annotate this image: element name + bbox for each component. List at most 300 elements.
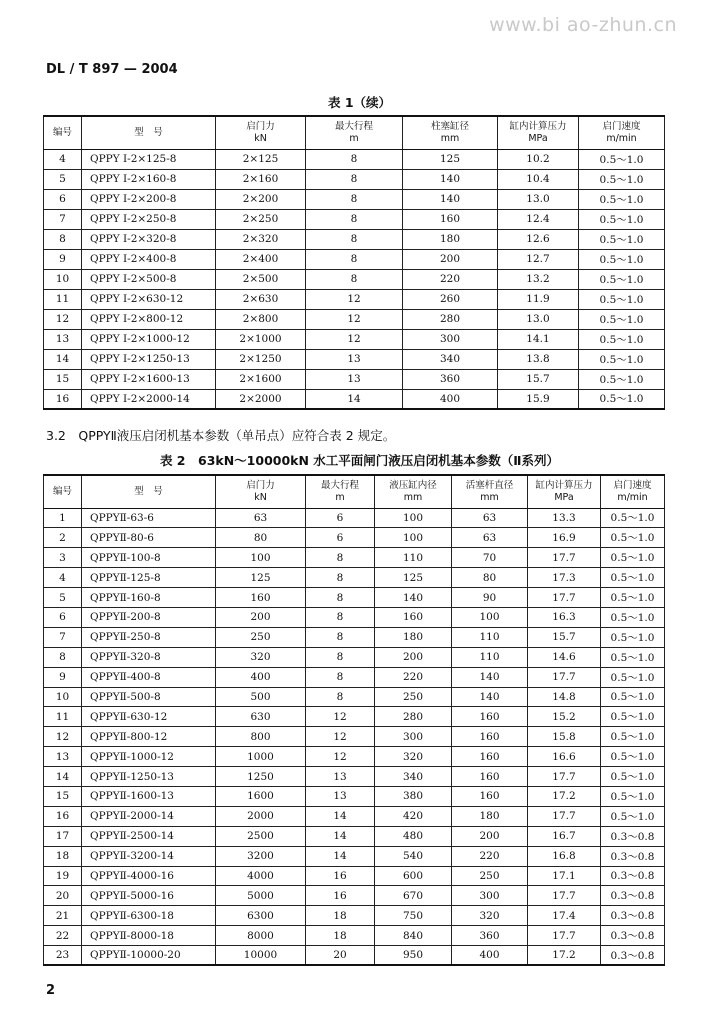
cell-rod: 110: [452, 627, 528, 647]
cell-model: QPPY Ⅰ-2×320-8: [82, 229, 216, 249]
cell-model: QPPYⅡ-250-8: [82, 627, 216, 647]
cell-model: QPPY Ⅰ-2×125-8: [82, 149, 216, 169]
table-row: [44, 906, 665, 926]
cell-rod: 200: [452, 826, 528, 846]
cell-no: 3: [44, 548, 82, 568]
cell-stroke: 8: [306, 229, 403, 249]
cell-force: 80: [216, 528, 306, 548]
cell-pressure: 15.7: [528, 627, 601, 647]
table-row: [44, 926, 665, 946]
header-cylinder-bore: 液压缸内径 mm: [375, 475, 452, 508]
cell-rod: 180: [452, 806, 528, 826]
cell-bore: 125: [403, 149, 498, 169]
header-force: 启门力 kN: [216, 116, 306, 149]
cell-speed: 0.5～1.0: [601, 647, 665, 667]
cell-pressure: 17.7: [528, 806, 601, 826]
table-row: [44, 627, 665, 647]
cell-no: 7: [44, 627, 82, 647]
table-row: [44, 349, 665, 369]
cell-bore: 670: [375, 886, 452, 906]
cell-speed: 0.5～1.0: [601, 568, 665, 588]
cell-speed: 0.5～1.0: [579, 349, 665, 369]
cell-stroke: 16: [306, 886, 375, 906]
cell-pressure: 15.8: [528, 727, 601, 747]
cell-model: QPPYⅡ-4000-16: [82, 866, 216, 886]
cell-speed: 0.5～1.0: [601, 607, 665, 627]
cell-pressure: 17.3: [528, 568, 601, 588]
header-plunger-bore: 柱塞缸径 mm: [403, 116, 498, 149]
table1-header-row: [44, 116, 665, 149]
header-model: 型 号: [82, 475, 216, 508]
cell-no: 8: [44, 229, 82, 249]
cell-model: QPPYⅡ-80-6: [82, 528, 216, 548]
cell-rod: 250: [452, 866, 528, 886]
cell-bore: 200: [403, 249, 498, 269]
cell-force: 2×500: [216, 269, 306, 289]
cell-no: 15: [44, 786, 82, 806]
cell-stroke: 12: [306, 707, 375, 727]
cell-force: 630: [216, 707, 306, 727]
cell-force: 400: [216, 667, 306, 687]
cell-bore: 125: [375, 568, 452, 588]
cell-speed: 0.3～0.8: [601, 906, 665, 926]
table2-body: [44, 508, 665, 965]
cell-pressure: 13.8: [498, 349, 579, 369]
cell-pressure: 16.3: [528, 607, 601, 627]
header-no: 编号: [44, 116, 82, 149]
cell-force: 2×1600: [216, 369, 306, 389]
cell-force: 125: [216, 568, 306, 588]
cell-model: QPPYⅡ-160-8: [82, 588, 216, 608]
cell-model: QPPY Ⅰ-2×2000-14: [82, 389, 216, 409]
cell-no: 9: [44, 667, 82, 687]
table-row: [44, 667, 665, 687]
cell-bore: 100: [375, 508, 452, 528]
cell-speed: 0.5～1.0: [601, 548, 665, 568]
cell-no: 20: [44, 886, 82, 906]
cell-speed: 0.3～0.8: [601, 866, 665, 886]
cell-model: QPPY Ⅰ-2×400-8: [82, 249, 216, 269]
cell-pressure: 16.9: [528, 528, 601, 548]
cell-stroke: 8: [306, 149, 403, 169]
cell-pressure: 17.7: [528, 886, 601, 906]
cell-bore: 140: [403, 189, 498, 209]
cell-bore: 110: [375, 548, 452, 568]
cell-speed: 0.3～0.8: [601, 946, 665, 966]
cell-bore: 840: [375, 926, 452, 946]
cell-bore: 100: [375, 528, 452, 548]
cell-stroke: 8: [306, 588, 375, 608]
cell-bore: 950: [375, 946, 452, 966]
cell-rod: 80: [452, 568, 528, 588]
cell-speed: 0.5～1.0: [601, 528, 665, 548]
cell-pressure: 12.4: [498, 209, 579, 229]
table-row: [44, 767, 665, 787]
cell-stroke: 8: [306, 568, 375, 588]
cell-pressure: 12.7: [498, 249, 579, 269]
cell-force: 2×800: [216, 309, 306, 329]
cell-stroke: 13: [306, 349, 403, 369]
cell-model: QPPY Ⅰ-2×200-8: [82, 189, 216, 209]
cell-model: QPPYⅡ-10000-20: [82, 946, 216, 966]
cell-force: 2×2000: [216, 389, 306, 409]
cell-rod: 160: [452, 747, 528, 767]
cell-model: QPPY Ⅰ-2×500-8: [82, 269, 216, 289]
cell-model: QPPYⅡ-100-8: [82, 548, 216, 568]
cell-rod: 140: [452, 687, 528, 707]
cell-stroke: 6: [306, 528, 375, 548]
table-row: [44, 189, 665, 209]
cell-bore: 140: [403, 169, 498, 189]
cell-pressure: 13.0: [498, 309, 579, 329]
cell-speed: 0.3～0.8: [601, 886, 665, 906]
table-row: [44, 647, 665, 667]
cell-force: 6300: [216, 906, 306, 926]
cell-stroke: 13: [306, 786, 375, 806]
cell-speed: 0.5～1.0: [579, 249, 665, 269]
cell-bore: 340: [403, 349, 498, 369]
cell-rod: 300: [452, 886, 528, 906]
table-row: [44, 329, 665, 349]
cell-bore: 160: [375, 607, 452, 627]
cell-force: 63: [216, 508, 306, 528]
cell-bore: 160: [403, 209, 498, 229]
cell-speed: 0.5～1.0: [579, 269, 665, 289]
cell-model: QPPYⅡ-400-8: [82, 667, 216, 687]
cell-stroke: 8: [306, 189, 403, 209]
cell-force: 2×630: [216, 289, 306, 309]
cell-pressure: 17.1: [528, 866, 601, 886]
cell-model: QPPYⅡ-63-6: [82, 508, 216, 528]
cell-pressure: 13.0: [498, 189, 579, 209]
header-stroke: 最大行程 m: [306, 475, 375, 508]
cell-no: 13: [44, 747, 82, 767]
cell-bore: 260: [403, 289, 498, 309]
cell-no: 12: [44, 727, 82, 747]
cell-stroke: 12: [306, 329, 403, 349]
table-row: [44, 528, 665, 548]
table1-body: [44, 149, 665, 409]
cell-pressure: 10.4: [498, 169, 579, 189]
cell-stroke: 14: [306, 389, 403, 409]
table2: [43, 474, 665, 966]
cell-pressure: 17.7: [528, 926, 601, 946]
cell-stroke: 8: [306, 169, 403, 189]
cell-bore: 380: [375, 786, 452, 806]
cell-speed: 0.5～1.0: [579, 289, 665, 309]
cell-no: 6: [44, 607, 82, 627]
cell-force: 250: [216, 627, 306, 647]
cell-stroke: 16: [306, 866, 375, 886]
cell-pressure: 12.6: [498, 229, 579, 249]
cell-speed: 0.5～1.0: [601, 588, 665, 608]
cell-bore: 420: [375, 806, 452, 826]
cell-speed: 0.5～1.0: [601, 767, 665, 787]
cell-model: QPPY Ⅰ-2×160-8: [82, 169, 216, 189]
cell-force: 2×320: [216, 229, 306, 249]
table-row: [44, 309, 665, 329]
cell-force: 2×160: [216, 169, 306, 189]
cell-stroke: 13: [306, 767, 375, 787]
cell-bore: 300: [403, 329, 498, 349]
cell-stroke: 8: [306, 647, 375, 667]
cell-rod: 400: [452, 946, 528, 966]
site-watermark: www.bi ao-zhun.cn: [489, 14, 677, 36]
table1-caption: 表 1（续）: [327, 95, 392, 110]
cell-speed: 0.5～1.0: [579, 229, 665, 249]
cell-force: 2×125: [216, 149, 306, 169]
cell-speed: 0.5～1.0: [579, 209, 665, 229]
cell-pressure: 16.6: [528, 747, 601, 767]
cell-no: 12: [44, 309, 82, 329]
cell-pressure: 17.7: [528, 548, 601, 568]
cell-bore: 400: [403, 389, 498, 409]
cell-bore: 250: [375, 687, 452, 707]
cell-speed: 0.5～1.0: [601, 627, 665, 647]
cell-no: 9: [44, 249, 82, 269]
cell-stroke: 8: [306, 209, 403, 229]
table-row: [44, 149, 665, 169]
cell-pressure: 13.2: [498, 269, 579, 289]
cell-stroke: 14: [306, 806, 375, 826]
cell-model: QPPY Ⅰ-2×250-8: [82, 209, 216, 229]
cell-pressure: 16.8: [528, 846, 601, 866]
cell-force: 3200: [216, 846, 306, 866]
header-pressure: 缸内计算压力 MPa: [528, 475, 601, 508]
cell-no: 10: [44, 687, 82, 707]
cell-speed: 0.5～1.0: [601, 727, 665, 747]
cell-pressure: 17.2: [528, 786, 601, 806]
cell-speed: 0.5～1.0: [579, 389, 665, 409]
cell-rod: 160: [452, 707, 528, 727]
cell-pressure: 14.1: [498, 329, 579, 349]
table-row: [44, 249, 665, 269]
cell-rod: 100: [452, 607, 528, 627]
cell-rod: 63: [452, 508, 528, 528]
cell-stroke: 8: [306, 627, 375, 647]
cell-stroke: 14: [306, 846, 375, 866]
cell-force: 10000: [216, 946, 306, 966]
cell-force: 160: [216, 588, 306, 608]
table-row: [44, 687, 665, 707]
cell-no: 2: [44, 528, 82, 548]
cell-stroke: 14: [306, 826, 375, 846]
cell-force: 4000: [216, 866, 306, 886]
cell-model: QPPYⅡ-8000-18: [82, 926, 216, 946]
cell-no: 10: [44, 269, 82, 289]
cell-speed: 0.5～1.0: [601, 806, 665, 826]
cell-no: 16: [44, 806, 82, 826]
cell-pressure: 17.7: [528, 767, 601, 787]
table-row: [44, 548, 665, 568]
cell-bore: 480: [375, 826, 452, 846]
cell-force: 2×250: [216, 209, 306, 229]
table-row: [44, 846, 665, 866]
header-rod-diameter: 活塞杆直径 mm: [452, 475, 528, 508]
cell-bore: 180: [375, 627, 452, 647]
header-speed: 启门速度 m/min: [579, 116, 665, 149]
table-row: [44, 169, 665, 189]
cell-stroke: 18: [306, 906, 375, 926]
cell-no: 4: [44, 568, 82, 588]
cell-bore: 220: [375, 667, 452, 687]
cell-rod: 220: [452, 846, 528, 866]
cell-speed: 0.3～0.8: [601, 926, 665, 946]
cell-speed: 0.3～0.8: [601, 846, 665, 866]
cell-speed: 0.5～1.0: [579, 169, 665, 189]
cell-no: 22: [44, 926, 82, 946]
cell-rod: 70: [452, 548, 528, 568]
cell-speed: 0.5～1.0: [579, 369, 665, 389]
cell-pressure: 10.2: [498, 149, 579, 169]
cell-model: QPPY Ⅰ-2×1000-12: [82, 329, 216, 349]
table-row: [44, 289, 665, 309]
cell-stroke: 12: [306, 747, 375, 767]
cell-speed: 0.5～1.0: [579, 149, 665, 169]
cell-model: QPPYⅡ-2500-14: [82, 826, 216, 846]
cell-pressure: 16.7: [528, 826, 601, 846]
page-number: 2: [46, 983, 56, 998]
cell-no: 13: [44, 329, 82, 349]
table-row: [44, 826, 665, 846]
cell-bore: 600: [375, 866, 452, 886]
cell-pressure: 13.3: [528, 508, 601, 528]
cell-model: QPPYⅡ-2000-14: [82, 806, 216, 826]
cell-bore: 140: [375, 588, 452, 608]
cell-force: 800: [216, 727, 306, 747]
table2-header-row: [44, 475, 665, 508]
cell-bore: 200: [375, 647, 452, 667]
cell-force: 2500: [216, 826, 306, 846]
cell-bore: 300: [375, 727, 452, 747]
cell-speed: 0.5～1.0: [601, 687, 665, 707]
cell-model: QPPY Ⅰ-2×1600-13: [82, 369, 216, 389]
cell-bore: 540: [375, 846, 452, 866]
table-row: [44, 209, 665, 229]
cell-rod: 160: [452, 767, 528, 787]
cell-stroke: 12: [306, 309, 403, 329]
cell-pressure: 15.9: [498, 389, 579, 409]
table2-caption: 表 2 63kN～10000kN 水工平面闸门液压启闭机基本参数（Ⅱ系列）: [159, 453, 560, 468]
cell-speed: 0.5～1.0: [601, 707, 665, 727]
header-stroke: 最大行程 m: [306, 116, 403, 149]
cell-speed: 0.5～1.0: [579, 309, 665, 329]
cell-rod: 360: [452, 926, 528, 946]
cell-force: 320: [216, 647, 306, 667]
cell-model: QPPY Ⅰ-2×800-12: [82, 309, 216, 329]
cell-rod: 160: [452, 727, 528, 747]
cell-speed: 0.5～1.0: [601, 667, 665, 687]
cell-no: 15: [44, 369, 82, 389]
header-speed: 启门速度 m/min: [601, 475, 665, 508]
cell-pressure: 15.2: [528, 707, 601, 727]
cell-no: 14: [44, 349, 82, 369]
cell-speed: 0.5～1.0: [579, 189, 665, 209]
cell-model: QPPYⅡ-125-8: [82, 568, 216, 588]
table-row: [44, 707, 665, 727]
cell-force: 2×200: [216, 189, 306, 209]
cell-no: 5: [44, 169, 82, 189]
table-row: [44, 508, 665, 528]
table-row: [44, 727, 665, 747]
cell-bore: 750: [375, 906, 452, 926]
table-row: [44, 866, 665, 886]
cell-rod: 63: [452, 528, 528, 548]
clause-3-2: 3.2 QPPYⅡ液压启闭机基本参数（单吊点）应符合表 2 规定。: [46, 428, 396, 443]
cell-pressure: 17.2: [528, 946, 601, 966]
cell-rod: 140: [452, 667, 528, 687]
cell-stroke: 8: [306, 249, 403, 269]
cell-pressure: 14.8: [528, 687, 601, 707]
table1: [43, 115, 665, 410]
cell-stroke: 12: [306, 727, 375, 747]
cell-force: 200: [216, 607, 306, 627]
cell-stroke: 8: [306, 667, 375, 687]
cell-speed: 0.3～0.8: [601, 826, 665, 846]
table-row: [44, 747, 665, 767]
cell-bore: 360: [403, 369, 498, 389]
standard-code: DL / T 897 — 2004: [46, 62, 178, 77]
cell-no: 23: [44, 946, 82, 966]
cell-no: 1: [44, 508, 82, 528]
table-row: [44, 568, 665, 588]
cell-bore: 280: [375, 707, 452, 727]
cell-no: 21: [44, 906, 82, 926]
cell-stroke: 6: [306, 508, 375, 528]
cell-model: QPPY Ⅰ-2×1250-13: [82, 349, 216, 369]
cell-force: 5000: [216, 886, 306, 906]
cell-model: QPPYⅡ-1250-13: [82, 767, 216, 787]
cell-model: QPPYⅡ-6300-18: [82, 906, 216, 926]
table-row: [44, 369, 665, 389]
cell-model: QPPYⅡ-5000-16: [82, 886, 216, 906]
cell-force: 2×400: [216, 249, 306, 269]
header-model: 型 号: [82, 116, 216, 149]
header-pressure: 缸内计算压力 MPa: [498, 116, 579, 149]
cell-pressure: 11.9: [498, 289, 579, 309]
cell-force: 500: [216, 687, 306, 707]
cell-bore: 320: [375, 747, 452, 767]
cell-model: QPPYⅡ-320-8: [82, 647, 216, 667]
cell-no: 11: [44, 289, 82, 309]
table-row: [44, 607, 665, 627]
cell-no: 11: [44, 707, 82, 727]
cell-speed: 0.5～1.0: [601, 508, 665, 528]
cell-stroke: 8: [306, 687, 375, 707]
table-row: [44, 229, 665, 249]
cell-model: QPPYⅡ-3200-14: [82, 846, 216, 866]
cell-rod: 90: [452, 588, 528, 608]
cell-pressure: 17.7: [528, 667, 601, 687]
table-row: [44, 269, 665, 289]
cell-speed: 0.5～1.0: [601, 786, 665, 806]
cell-pressure: 17.4: [528, 906, 601, 926]
cell-force: 2000: [216, 806, 306, 826]
cell-speed: 0.5～1.0: [601, 747, 665, 767]
cell-stroke: 18: [306, 926, 375, 946]
cell-model: QPPYⅡ-500-8: [82, 687, 216, 707]
cell-model: QPPY Ⅰ-2×630-12: [82, 289, 216, 309]
cell-no: 6: [44, 189, 82, 209]
table-row: [44, 588, 665, 608]
cell-force: 1600: [216, 786, 306, 806]
header-no: 编号: [44, 475, 82, 508]
cell-stroke: 20: [306, 946, 375, 966]
cell-no: 18: [44, 846, 82, 866]
cell-model: QPPYⅡ-1600-13: [82, 786, 216, 806]
cell-force: 100: [216, 548, 306, 568]
cell-force: 2×1000: [216, 329, 306, 349]
